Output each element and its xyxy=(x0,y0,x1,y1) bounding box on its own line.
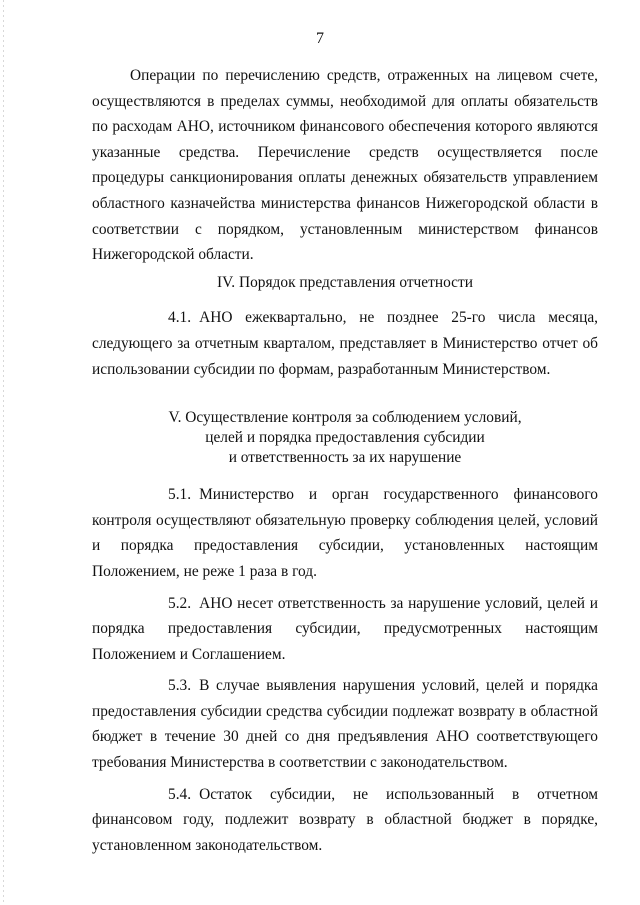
clause-number: 5.3. xyxy=(168,677,192,695)
clause-number: 5.4. xyxy=(168,785,192,803)
clause-5-3 xyxy=(92,673,598,775)
section-v-heading xyxy=(92,408,598,468)
section-v-heading-line-3: и ответственность за их нарушение xyxy=(228,449,462,467)
section-v-heading-line-2: целей и порядка предоставления субсидии xyxy=(205,429,485,447)
clause-text: АНО несет ответственность за нарушение условий, целей и порядка предоставления субсидии, предусмотренных настоящим Положением и Соглашением. xyxy=(92,594,598,663)
clause-text: АНО ежеквартально, не позднее 25-го числа месяца, следующего за отчетным кварталом, представляет в Министерство отчет об использовании субсидии по формам, разработанным Министерством. xyxy=(92,309,598,378)
clause-number: 5.1. xyxy=(168,486,192,504)
document-body xyxy=(92,63,598,858)
clause-5-4 xyxy=(92,782,598,859)
section-iv-heading: IV. Порядок представления отчетности xyxy=(217,273,473,291)
section-v-heading-line-1: V. Осуществление контроля за соблюдением условий, xyxy=(168,409,522,427)
clause-number: 4.1. xyxy=(168,309,192,327)
clause-5-2 xyxy=(92,591,598,668)
clause-5-1 xyxy=(92,482,598,584)
clause-text: Остаток субсидии, не использованный в отчетном финансовом году, подлежит возврату в областной бюджет в порядке, установленном законодательством. xyxy=(92,785,598,854)
clause-4-1 xyxy=(92,305,598,382)
clause-number: 5.2. xyxy=(168,594,192,612)
clause-text: Министерство и орган государственного финансового контроля осуществляют обязательную проверку соблюдения целей, условий и порядка предоставления субсидии, установленных настоящим Положением, не реже 1 раза в год. xyxy=(92,486,598,580)
paragraph-treasury-operations: Операции по перечислению средств, отраженных на лицевом счете, осуществляются в пределах суммы, необходимой для оплаты обязательств по расходам АНО, источником финансового обеспечения которого являются указанные средства. Перечисление средств осуществляется после процедуры санкционирования оплаты денежных обязательств управлением областного казначейства министерства финансов Нижегородской области в соответствии с порядком, установленным министерством финансов Нижегородской области. xyxy=(92,67,598,264)
clause-text: В случае выявления нарушения условий, целей и порядка предоставления субсидии средства субсидии подлежат возврату в областной бюджет в течение 30 дней со дня предъявления АНО соответствующего требования Министерства в соответствии с законодательством. xyxy=(92,677,598,772)
scan-edge-line xyxy=(3,0,4,905)
page-number: 7 xyxy=(316,30,324,47)
